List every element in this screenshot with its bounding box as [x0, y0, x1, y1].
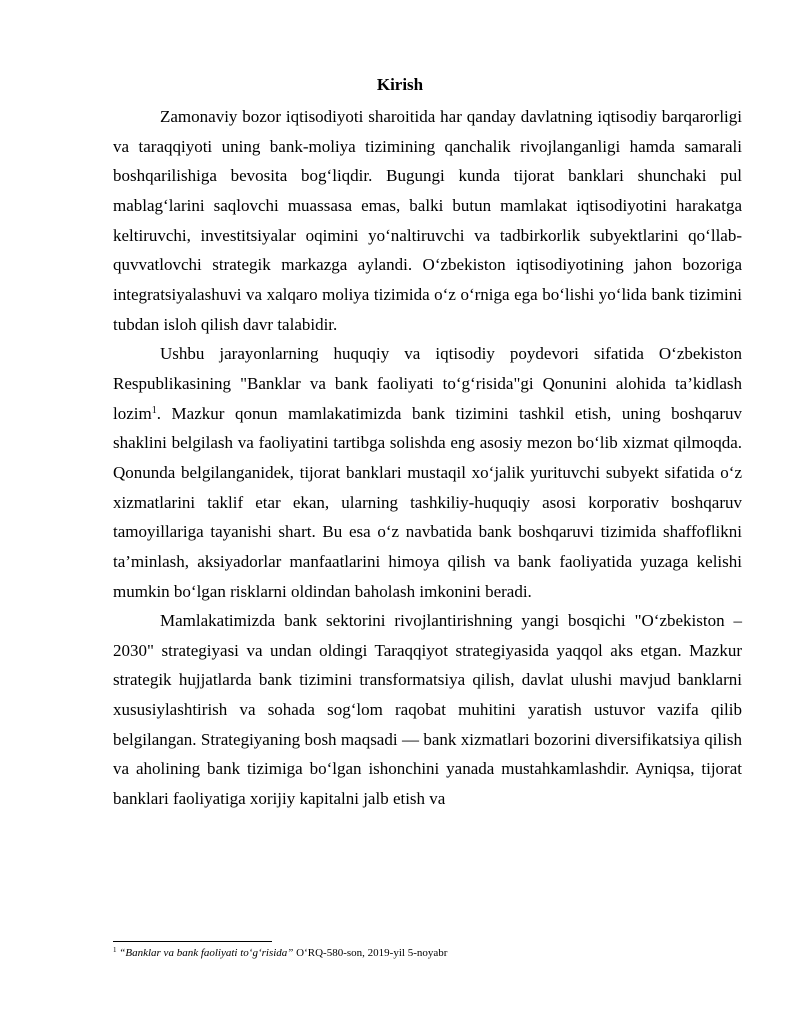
footnote-number: 1 [113, 946, 117, 954]
page-title: Kirish [376, 75, 424, 94]
footnote [113, 946, 742, 960]
paragraph-2 [113, 339, 742, 606]
paragraph-3: Mamlakatimizda bank sektorini rivojlantirishning yangi bosqichi "O‘zbekiston – 2030" strategiyasi va undan oldingi Taraqqiyot strategiyasida yaqqol aks etgan. Mazkur strategik hujjatlarda bank tizimini transformatsiya qilish, davlat ulushi mavjud banklarni xususiylashtirish va sohada sog‘lom raqobat muhitini yaratish ustuvor vazifa qilib belgilangan. Strategiyaning bosh maqsadi — bank xizmatlari bozorini diversifikatsiya qilish va aholining bank tizimiga bo‘lgan ishonchini yanada mustahkamlashdir. Ayniqsa, tijorat banklari faoliyatiga xorijiy kapitalni jalb etish va [113, 611, 742, 809]
footnote-title: “Banklar va bank faoliyati to‘g‘risida” [119, 947, 294, 959]
paragraph-2-text-before: Ushbu jarayonlarning huquqiy va iqtisodiy poydevori sifatida O‘zbekiston Respublikasining "Banklar va bank faoliyati to‘g‘risida"gi Qonunini alohida ta’kidlash lozim [113, 344, 742, 423]
paragraph-2-text-after: . Mazkur qonun mamlakatimizda bank tizimini tashkil etish, uning boshqaruv shaklini belgilash va faoliyatini tartibga solishda eng asosiy mezon bo‘lib xizmat qilmoqda. Qonunda belgilanganidek, tijorat banklari mustaqil xo‘jalik yurituvchi subyekt sifatida o‘z xizmatlarini taklif etar ekan, ularning tashkiliy-huquqiy asosi korporativ boshqaruv tamoyillariga tayanishi shart. Bu esa o‘z navbatida bank boshqaruvi tizimida shaffoflikni ta’minlash, aksiyadorlar manfaatlarini himoya qilish va bank faoliyatida yuzaga kelishi mumkin bo‘lgan risklarni oldindan baholash imkonini beradi. [113, 403, 742, 601]
footnote-reference[interactable]: 1 [151, 404, 157, 416]
footnote-separator [113, 941, 272, 942]
footnote-text: O‘RQ-580-son, 2019-yil 5-noyabr [293, 947, 448, 959]
paragraph-1: Zamonaviy bozor iqtisodiyoti sharoitida har qanday davlatning iqtisodiy barqarorligi va taraqqiyoti uning bank-moliya tizimining qanchalik rivojlanganligi hamda samarali boshqarilishiga bevosita bog‘liqdir. Bugungi kunda tijorat banklari shunchaki pul mablag‘larini saqlovchi muassasa emas, balki butun mamlakat iqtisodiyotini harakatga keltiruvchi, investitsiyalar oqimini yo‘naltiruvchi va tadbirkorlik subyektlarini qo‘llab-quvvatlovchi strategik markazga aylandi. O‘zbekiston iqtisodiyotining jahon bozoriga integratsiyalashuvi va xalqaro moliya tizimida o‘z o‘rniga ega bo‘lishi yo‘lida bank tizimini tubdan isloh qilish davr talabidir. [113, 107, 742, 334]
body-text [113, 102, 742, 814]
